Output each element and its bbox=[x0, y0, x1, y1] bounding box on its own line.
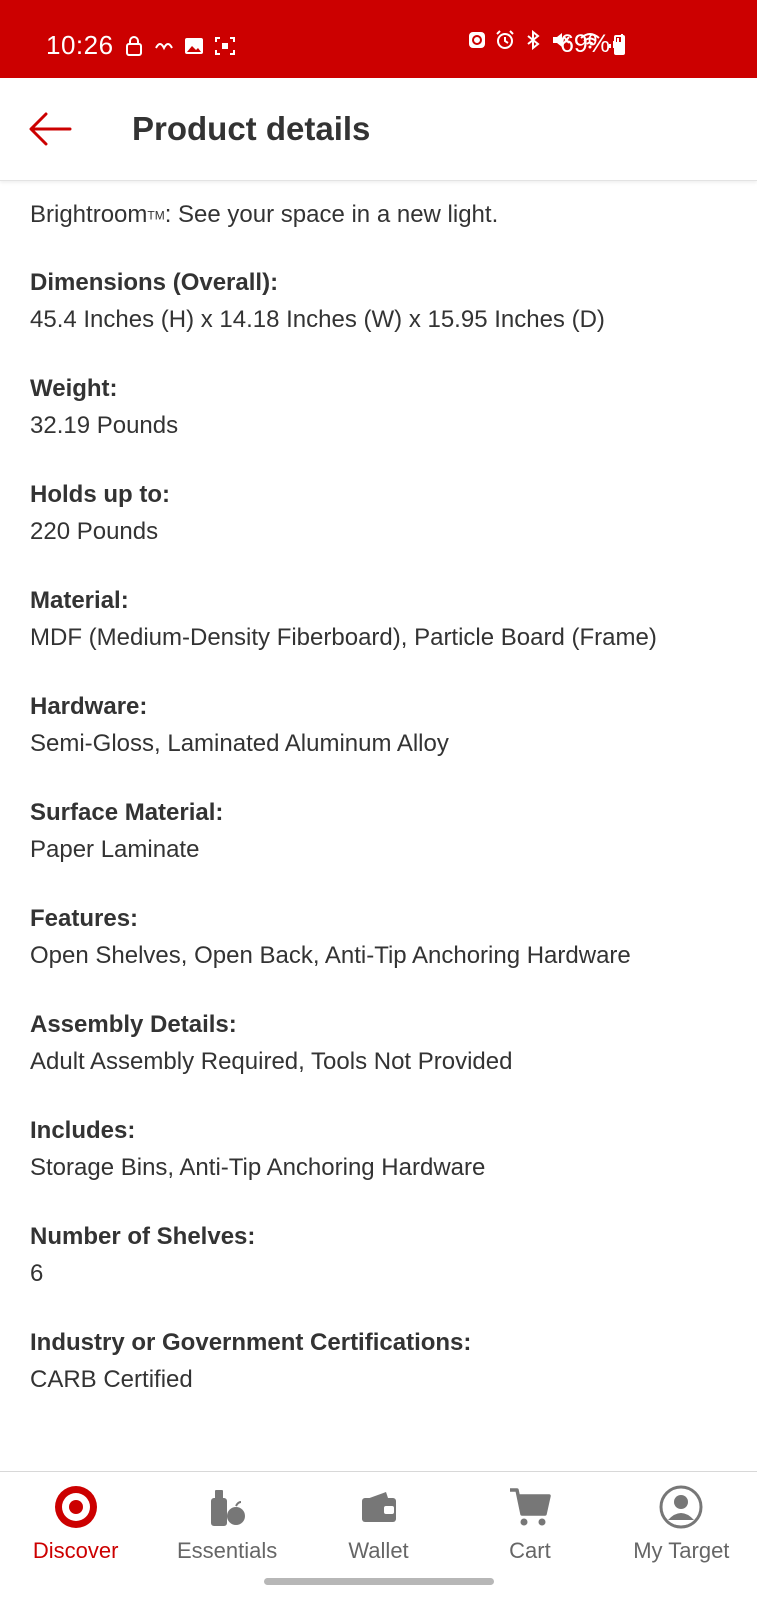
page-title: Product details bbox=[132, 110, 371, 147]
spec-value: Adult Assembly Required, Tools Not Provided bbox=[30, 1047, 513, 1075]
nav-label: Wallet bbox=[348, 1538, 409, 1563]
wallet-icon bbox=[356, 1484, 402, 1530]
bluetooth-icon bbox=[523, 30, 543, 50]
image-icon bbox=[184, 36, 204, 56]
spec-value: 6 bbox=[30, 1259, 44, 1287]
spec-material bbox=[30, 584, 727, 657]
bottom-nav bbox=[0, 1471, 757, 1575]
spec-includes bbox=[30, 1114, 727, 1187]
spec-surface-material bbox=[30, 796, 727, 869]
spec-weight bbox=[30, 372, 727, 445]
essentials-icon bbox=[204, 1484, 250, 1530]
spec-label: Material: bbox=[30, 586, 129, 614]
battery-status bbox=[560, 30, 625, 59]
status-time: 10:26 bbox=[46, 30, 114, 60]
spec-holds-up-to bbox=[30, 478, 727, 551]
spec-value: 32.19 Pounds bbox=[30, 411, 179, 439]
cart-icon bbox=[507, 1484, 553, 1530]
nav-label: Essentials bbox=[176, 1538, 278, 1563]
spec-label: Dimensions (Overall): bbox=[30, 268, 279, 296]
spec-label: Holds up to: bbox=[30, 480, 170, 508]
nav-label: Cart bbox=[509, 1538, 551, 1563]
nav-essentials[interactable] bbox=[151, 1472, 302, 1575]
app-header bbox=[0, 78, 757, 181]
spec-label: Surface Material: bbox=[30, 798, 224, 826]
tagline-text: : See your space in a new light. bbox=[164, 201, 499, 228]
product-details-content[interactable] bbox=[0, 181, 757, 1471]
nav-cart[interactable] bbox=[454, 1472, 605, 1575]
spec-hardware bbox=[30, 690, 727, 763]
spec-value: Semi-Gloss, Laminated Aluminum Alloy bbox=[30, 729, 449, 757]
spec-assembly-details bbox=[30, 1008, 727, 1081]
spec-label: Industry or Government Certifications: bbox=[30, 1328, 472, 1356]
spec-number-of-shelves bbox=[30, 1220, 727, 1293]
back-button[interactable] bbox=[26, 106, 74, 152]
sync-icon bbox=[467, 30, 487, 50]
battery-icon bbox=[614, 35, 625, 55]
spec-label: Assembly Details: bbox=[30, 1010, 237, 1038]
spec-value: Open Shelves, Open Back, Anti-Tip Anchoring Hardware bbox=[30, 941, 631, 969]
brand-name: Brightroom bbox=[30, 201, 148, 228]
screenshot-icon bbox=[214, 36, 234, 56]
brand-tagline bbox=[30, 197, 727, 234]
nav-label: My Target bbox=[633, 1538, 730, 1563]
status-left bbox=[46, 30, 234, 61]
app-notification-icon bbox=[154, 36, 174, 56]
nav-wallet[interactable] bbox=[303, 1472, 454, 1575]
spec-dimensions bbox=[30, 266, 727, 339]
spec-features bbox=[30, 902, 727, 975]
home-gesture-bar[interactable] bbox=[264, 1578, 494, 1585]
trademark-symbol: TM bbox=[147, 208, 165, 223]
back-arrow-icon bbox=[26, 106, 74, 152]
spec-value: MDF (Medium-Density Fiberboard), Particle Board (Frame) bbox=[30, 623, 657, 651]
spec-label: Number of Shelves: bbox=[30, 1222, 256, 1250]
spec-label: Features: bbox=[30, 904, 139, 932]
target-logo-icon bbox=[53, 1484, 99, 1530]
nav-label: Discover bbox=[32, 1538, 119, 1563]
spec-value: CARB Certified bbox=[30, 1365, 193, 1393]
spec-value: Paper Laminate bbox=[30, 835, 200, 863]
spec-label: Hardware: bbox=[30, 692, 148, 720]
spec-label: Weight: bbox=[30, 374, 118, 402]
spec-label: Includes: bbox=[30, 1116, 136, 1144]
spec-value: 220 Pounds bbox=[30, 517, 159, 545]
lock-icon bbox=[124, 36, 144, 56]
spec-value: 45.4 Inches (H) x 14.18 Inches (W) x 15.95 Inches (D) bbox=[30, 305, 605, 333]
gesture-area bbox=[0, 1574, 757, 1600]
nav-discover[interactable] bbox=[0, 1472, 151, 1575]
nav-my-target[interactable] bbox=[606, 1472, 757, 1575]
status-bar bbox=[0, 0, 757, 78]
account-icon bbox=[658, 1484, 704, 1530]
alarm-icon bbox=[495, 30, 515, 50]
spec-certifications bbox=[30, 1326, 727, 1399]
spec-value: Storage Bins, Anti-Tip Anchoring Hardware bbox=[30, 1153, 486, 1181]
battery-percent: 69% bbox=[560, 30, 611, 58]
